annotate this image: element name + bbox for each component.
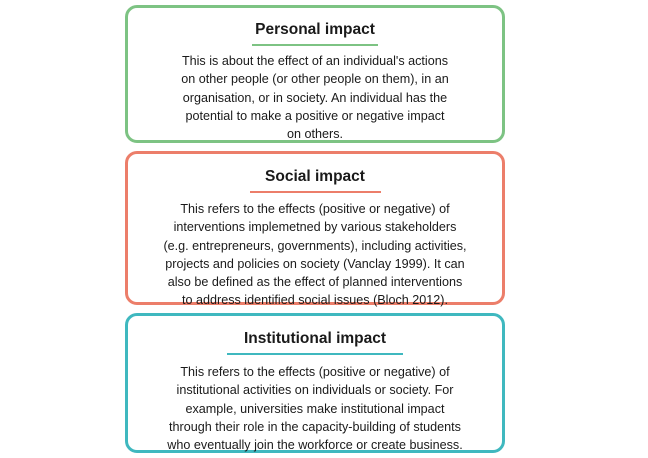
institutional-impact-title: Institutional impact	[243, 330, 387, 347]
description-line: example, universities make institutional impact	[185, 401, 445, 416]
social-impact-description	[138, 200, 492, 310]
institutional-impact-description	[138, 363, 492, 454]
personal-impact-underline	[252, 44, 378, 46]
description-line: This refers to the effects (positive or negative) of	[180, 365, 450, 379]
institutional-impact-card	[125, 313, 505, 453]
description-line: interventions implemetned by various stakeholders	[173, 220, 457, 235]
description-line: on other people (or other people on them), in an	[181, 72, 449, 87]
description-line: who eventually join the workforce or create business.	[167, 438, 463, 453]
description-line: This refers to the effects (positive or negative) of	[180, 202, 450, 216]
description-line: (e.g. entrepreneurs, governments), including activities,	[163, 238, 467, 253]
description-line: on others.	[286, 127, 343, 142]
description-line: projects and policies on society (Vanclay 1999). It can	[165, 256, 465, 271]
personal-impact-description	[138, 52, 492, 143]
description-line: This is about the effect of an individual's actions	[181, 54, 449, 68]
description-line: also be defined as the effect of planned interventions	[167, 275, 463, 290]
personal-impact-card	[125, 5, 505, 143]
personal-impact-title: Personal impact	[255, 21, 375, 38]
social-impact-title: Social impact	[265, 168, 365, 185]
description-line: organisation, or in society. An individual has the	[182, 90, 448, 105]
description-line: through their role in the capacity-building of students	[169, 419, 461, 434]
description-line: potential to make a positive or negative impact	[185, 108, 445, 123]
social-impact-underline	[250, 191, 381, 193]
institutional-impact-underline	[227, 353, 403, 355]
description-line: to address identified social issues (Bloch 2012).	[181, 293, 448, 308]
description-line: institutional activities on individuals or society. For	[176, 383, 454, 398]
social-impact-card	[125, 151, 505, 308]
